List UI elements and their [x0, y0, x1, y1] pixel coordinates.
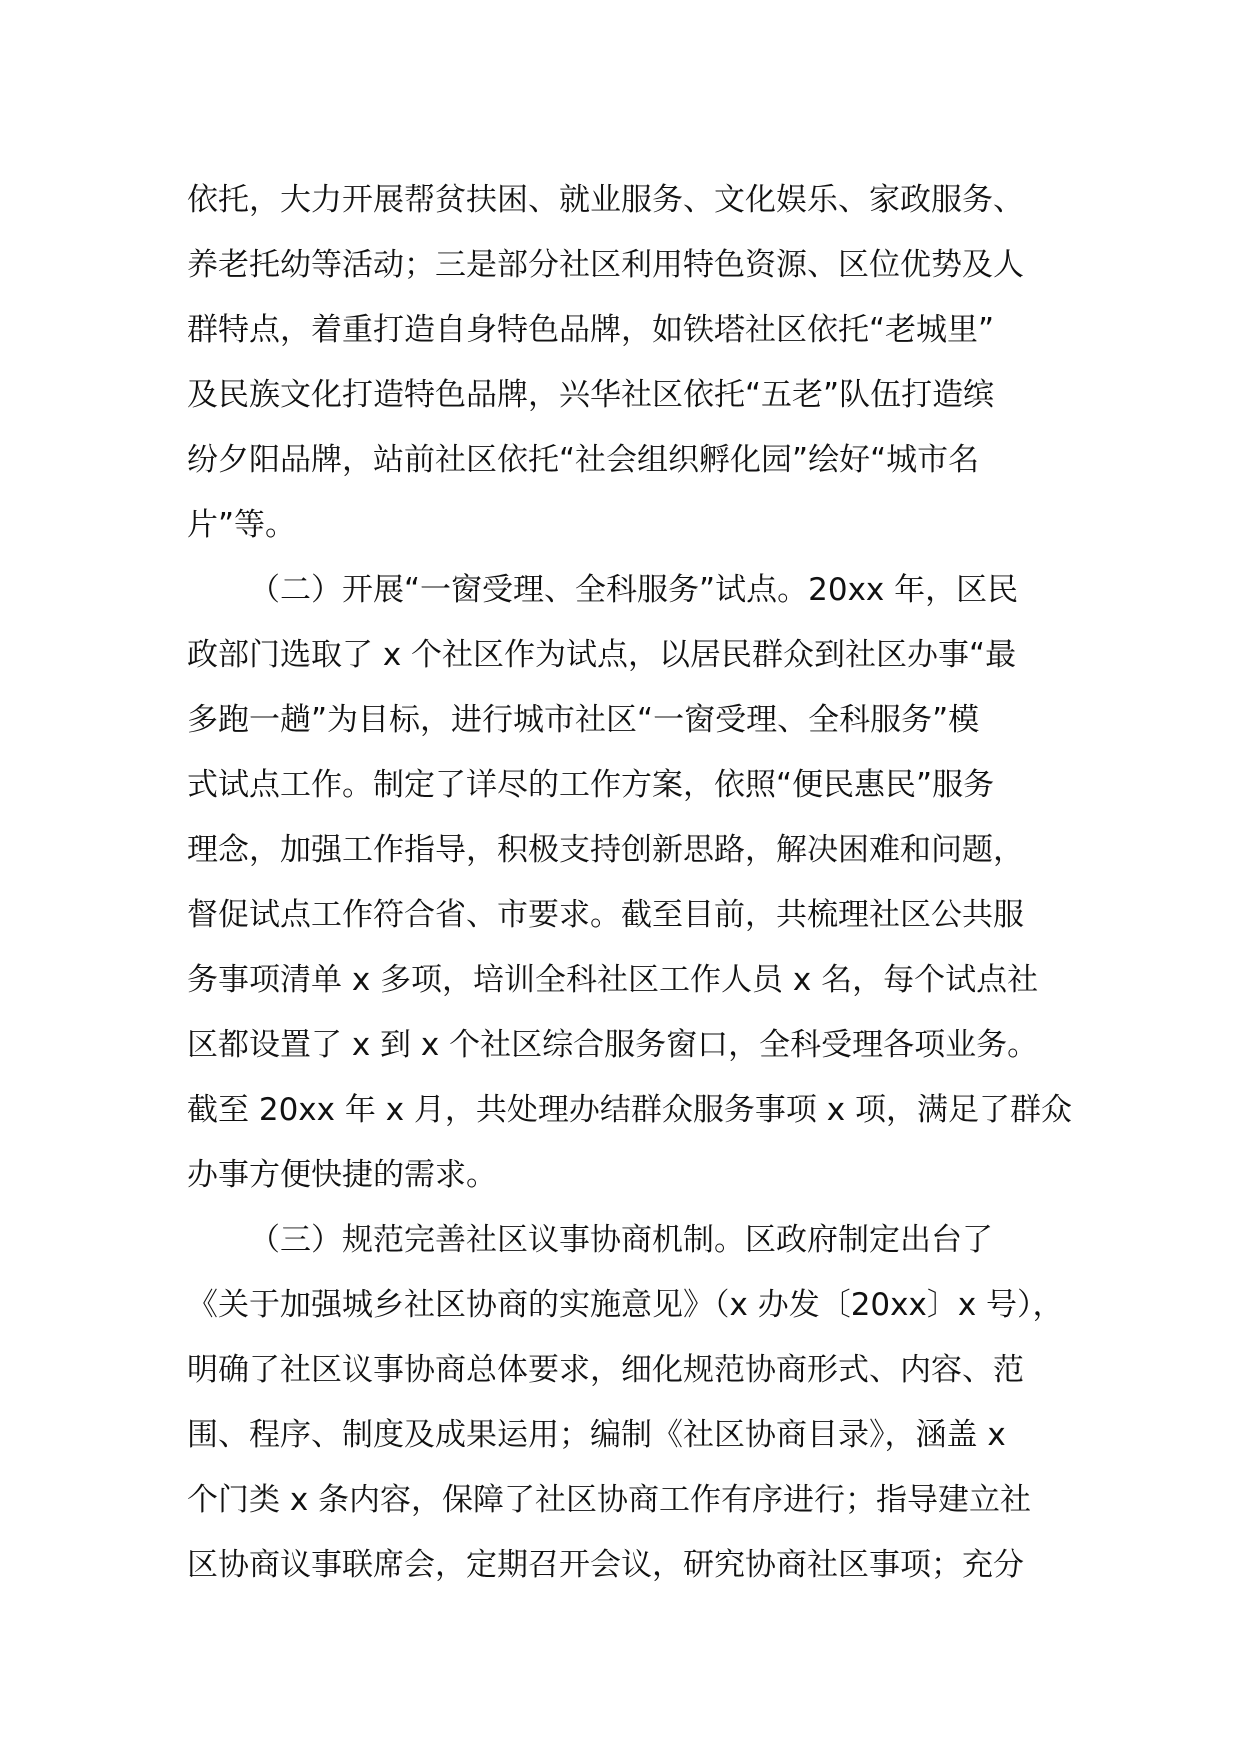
paragraph-pilot-program: [187, 558, 1072, 1208]
text-line: 式试点工作。制定了详尽的工作方案，依照“便民惠民”服务: [187, 767, 995, 803]
text-line: 个门类 x 条内容，保障了社区协商工作有序进行；指导建立社: [187, 1482, 1032, 1518]
text-line: 理念，加强工作指导，积极支持创新思路，解决困难和问题，: [187, 832, 1024, 868]
text-line: 政部门选取了 x 个社区作为试点，以居民群众到社区办事“最: [187, 637, 1017, 673]
text-line: 围、程序、制度及成果运用；编制《社区协商目录》，涵盖 x: [187, 1417, 1006, 1453]
text-line: 纷夕阳品牌，站前社区依托“社会组织孵化园”绘好“城市名: [187, 442, 980, 478]
text-line: 区都设置了 x 到 x 个社区综合服务窗口，全科受理各项业务。: [187, 1027, 1039, 1063]
text-line: 依托，大力开展帮贫扶困、就业服务、文化娱乐、家政服务、: [187, 182, 1024, 218]
text-line: 截至 20xx 年 x 月，共处理办结群众服务事项 x 项，满足了群众: [187, 1092, 1072, 1128]
paragraph-heading-line: （二）开展“一窗受理、全科服务”试点。20xx 年，区民: [249, 572, 1019, 608]
text-line: 多跑一趟”为目标，进行城市社区“一窗受理、全科服务”模: [187, 702, 980, 738]
text-line: 《关于加强城乡社区协商的实施意见》（x 办发〔20xx〕x 号），: [187, 1287, 1064, 1323]
text-line: 明确了社区议事协商总体要求，细化规范协商形式、内容、范: [187, 1352, 1024, 1388]
text-line: 务事项清单 x 多项，培训全科社区工作人员 x 名，每个试点社: [187, 962, 1039, 998]
text-line: 及民族文化打造特色品牌，兴华社区依托“五老”队伍打造缤: [187, 377, 995, 413]
text-line: 片”等。: [187, 507, 297, 543]
text-line: 区协商议事联席会，定期召开会议，研究协商社区事项；充分: [187, 1547, 1024, 1583]
text-line: 督促试点工作符合省、市要求。截至目前，共梳理社区公共服: [187, 897, 1024, 933]
text-line: 办事方便快捷的需求。: [187, 1157, 497, 1193]
paragraph-continuation: [187, 168, 1067, 558]
document-body: [187, 168, 1072, 1598]
text-line: 群特点，着重打造自身特色品牌，如铁塔社区依托“老城里”: [187, 312, 995, 348]
paragraph-heading-line: （三）规范完善社区议事协商机制。区政府制定出台了: [249, 1222, 993, 1258]
text-line: 养老托幼等活动；三是部分社区利用特色资源、区位优势及人: [187, 247, 1024, 283]
paragraph-consultation-mechanism: [187, 1208, 1067, 1598]
